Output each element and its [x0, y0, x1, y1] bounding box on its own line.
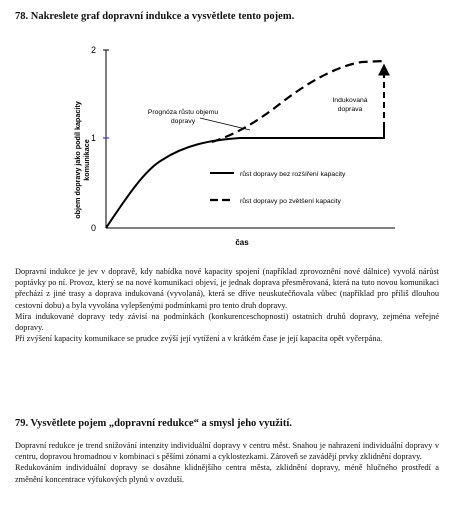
induction-chart: [0, 30, 461, 270]
y-tick-1: 1: [90, 133, 96, 143]
forecast-annotation-line2: dopravy: [170, 118, 196, 125]
induced-annotation-line1: Indukovaná: [332, 97, 368, 104]
question-79-heading: 79. Vysvětlete pojem „dopravní redukce“ a smysl jeho využití.: [15, 418, 292, 429]
induced-annotation-line2: doprava: [337, 106, 363, 113]
y-axis-label-line1: objem dopravy jako podíl kapacity: [73, 101, 82, 219]
paragraph: Míra indukované dopravy tedy závisí na podmínkách (konkurenceschopnosti) ostatních druhů dopravy, zejména veřejné dopravy.: [15, 311, 439, 333]
paragraph: Redukováním individuální dopravy se dosáhne klidnějšího centra města, zklidnění dopravy, méně hlučného prostředí a změnění koncentrace výfukových plynů v ovzduší.: [15, 463, 439, 484]
y-tick-2: 2: [90, 45, 96, 55]
paragraph: Dopravní indukce je jev v dopravě, kdy nabídka nové kapacity spojení (například zprovoznění nové dálnice) vyvolá nárůst poptávky po ní. Provoz, který se na nové komunikaci objeví, je jednak doprava přesměrovaná, která na tuto novou komunikaci přechází z jiné trasy a doprava indukovaná (vyvolaná), která se dříve neuskutečňovala vůbec (například pro příliš dlouhou cestovní dobu) a byla vyvolána vylepšenými podmínkami pro tento druh dopravy.: [15, 267, 439, 310]
forecast-pointer: [200, 118, 250, 130]
question-78-heading: 78. Nakreslete graf dopravní indukce a vysvětlete tento pojem.: [15, 11, 295, 22]
paragraph: Při zvýšení kapacity komunikace se prudce zvýší její vytížení a v krátkém čase je její kapacita opět vyčerpána.: [15, 334, 383, 344]
series-line-no-expansion: [106, 128, 384, 228]
x-axis-label: čas: [235, 238, 249, 247]
y-tick-0: 0: [90, 223, 96, 233]
section-78-text: [15, 266, 439, 344]
legend-label-no-expansion: růst dopravy bez rozšíření kapacity: [240, 171, 346, 178]
paragraph: Dopravní redukce je trend snižování intenzity individuální dopravy v centru měst. Snahou je nahrazení individuální dopravy v centru, dopravou hromadnou v kombinaci s pěšími zónami a cyklostezkami. Zároveň se zavádějí prvky zklidnění dopravy.: [15, 441, 439, 462]
legend-label-with-expansion: růst dopravy po zvětšení kapacity: [240, 198, 341, 205]
section-79-text: [15, 440, 439, 485]
forecast-annotation-line1: Prognóza růstu objemu: [147, 109, 219, 116]
y-axis-label-line2: komunikace: [82, 139, 91, 181]
